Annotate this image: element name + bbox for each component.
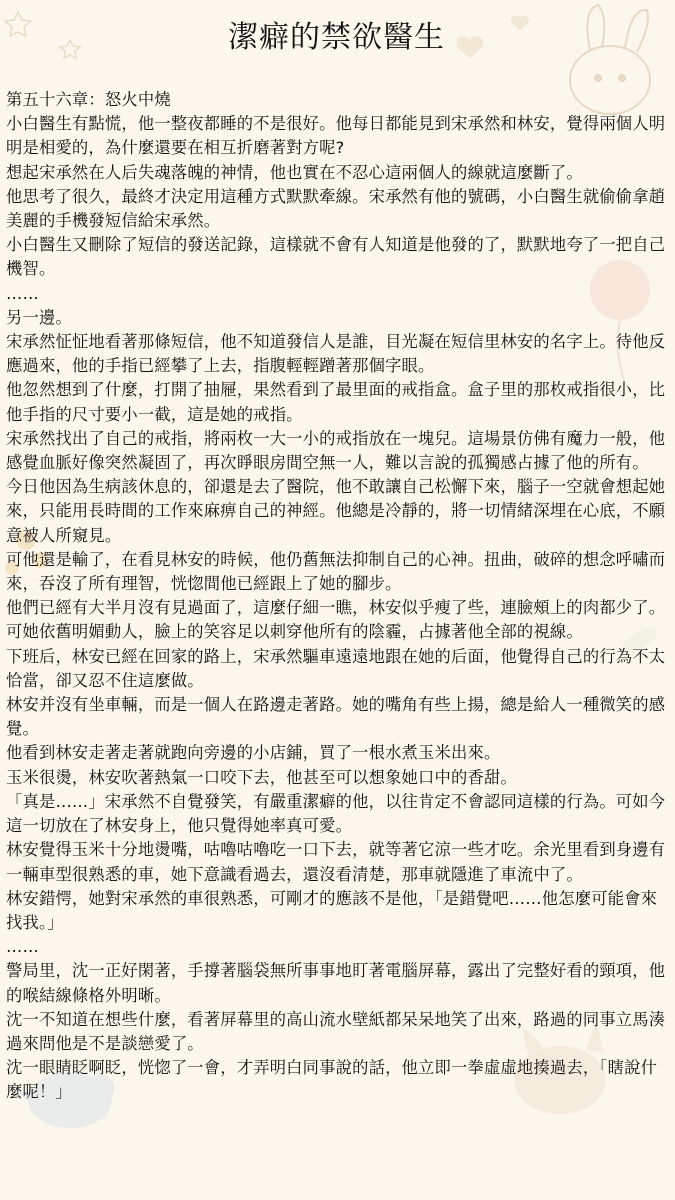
paragraph: 可她依舊明媚動人，臉上的笑容足以刺穿他所有的陰霾，占據著他全部的視線。 xyxy=(6,622,583,642)
paragraph: 林安覺得玉米十分地燙嘴，咕嚕咕嚕吃一口下去，就等著它涼一些才吃。余光里看到身邊有一輛車型很熟悉的車，她下意識看過去，還沒看清楚，那車就隱進了車流中了。 xyxy=(6,840,666,884)
chapter-heading: 第五十六章：怒火中燒 xyxy=(6,90,171,109)
paragraph: 他忽然想到了什麼，打開了抽屜，果然看到了最里面的戒指盒。盒子里的那枚戒指很小，比他手指的尺寸要小一截，這是她的戒指。 xyxy=(6,380,666,424)
paragraph: 「真是……」宋承然不自覺發笑，有嚴重潔癖的他，以往肯定不會認同這樣的行為。可如今這一切放在了林安身上，他只覺得她率真可愛。 xyxy=(6,791,666,836)
paragraph: 他看到林安走著走著就跑向旁邊的小店鋪，買了一根水煮玉米出來。 xyxy=(6,743,501,763)
paragraph: 小白醫生有點慌，他一整夜都睡的不是很好。他每日都能見到宋承然和林安，覺得兩個人明明是相愛的，為什麼還要在相互折磨著對方呢? xyxy=(6,114,666,158)
paragraph: 林安錯愕，她對宋承然的車很熟悉，可剛才的應該不是他，「是錯覺吧……他怎麼可能會來找我。」 xyxy=(6,888,658,932)
paragraph: 沈一不知道在想些什麼，看著屏幕里的高山流水壁紙都呆呆地笑了出來，路過的同事立馬湊過來問他是不是談戀愛了。 xyxy=(6,1009,666,1053)
paragraph: 玉米很燙，林安吹著熱氣一口咬下去，他甚至可以想象她口中的香甜。 xyxy=(6,767,517,787)
paragraph: 沈一眼睛眨啊眨，恍惚了一會，才弄明白同事說的話，他立即一拳虛虛地揍過去，「瞎說什麼呢！」 xyxy=(6,1058,658,1102)
paragraph: 小白醫生又刪除了短信的發送記錄，這樣就不會有人知道是他發的了，默默地夸了一把自己機智。 xyxy=(6,235,666,279)
paragraph: 宋承然怔怔地看著那條短信，他不知道發信人是誰，目光凝在短信里林安的名字上。待他反應過來，他的手指已經攀了上去，指腹輕輕蹭著那個字眼。 xyxy=(6,332,666,376)
ellipsis-divider: …… xyxy=(6,937,39,957)
paragraph: 今日他因為生病該休息的，卻還是去了醫院，他不敢讓自己松懈下來，腦子一空就會想起她來，只能用長時間的工作來麻痹自己的神經。他總是冷靜的，將一切情緒深埋在心底，不願意被人所窺見。 xyxy=(6,477,666,545)
article-body xyxy=(6,88,667,1105)
paragraph: 想起宋承然在人后失魂落魄的神情，他也實在不忍心這兩個人的線就這麼斷了。 xyxy=(6,162,583,182)
paragraph: 他們已經有大半月沒有見過面了，這麼仔細一瞧，林安似乎瘦了些，連臉頰上的肉都少了。 xyxy=(6,598,666,618)
paragraph: 宋承然找出了自己的戒指，將兩枚一大一小的戒指放在一塊兒。這場景仿佛有魔力一般，他感覺血脈好像突然凝固了，再次睜眼房間空無一人，難以言說的孤獨感占據了他的所有。 xyxy=(6,428,666,473)
paragraph: 林安并沒有坐車輛，而是一個人在路邊走著路。她的嘴角有些上揚，總是給人一種微笑的感覺。 xyxy=(6,695,666,739)
paragraph: 下班后，林安已經在回家的路上，宋承然驅車遠遠地跟在她的后面，他覺得自己的行為不太恰當，卻又忍不住這麼做。 xyxy=(6,646,666,690)
paragraph: 另一邊。 xyxy=(6,307,72,327)
ellipsis-divider: …… xyxy=(6,283,39,303)
paragraph: 可他還是輸了，在看見林安的時候，他仍舊無法抑制自己的心神。扭曲，破碎的想念呼嘯而來，吞沒了所有理智，恍惚間他已經跟上了她的腳步。 xyxy=(6,549,666,594)
paragraph: 他思考了很久，最終才決定用這種方式默默牽線。宋承然有他的號碼，小白醫生就偷偷拿趙美麗的手機發短信給宋承然。 xyxy=(6,186,666,231)
paragraph: 警局里，沈一正好閑著，手撐著腦袋無所事事地盯著電腦屏幕，露出了完整好看的頸項，他的喉結線條格外明晰。 xyxy=(6,961,666,1005)
page-title: 潔癖的禁欲醫生 xyxy=(228,20,445,55)
